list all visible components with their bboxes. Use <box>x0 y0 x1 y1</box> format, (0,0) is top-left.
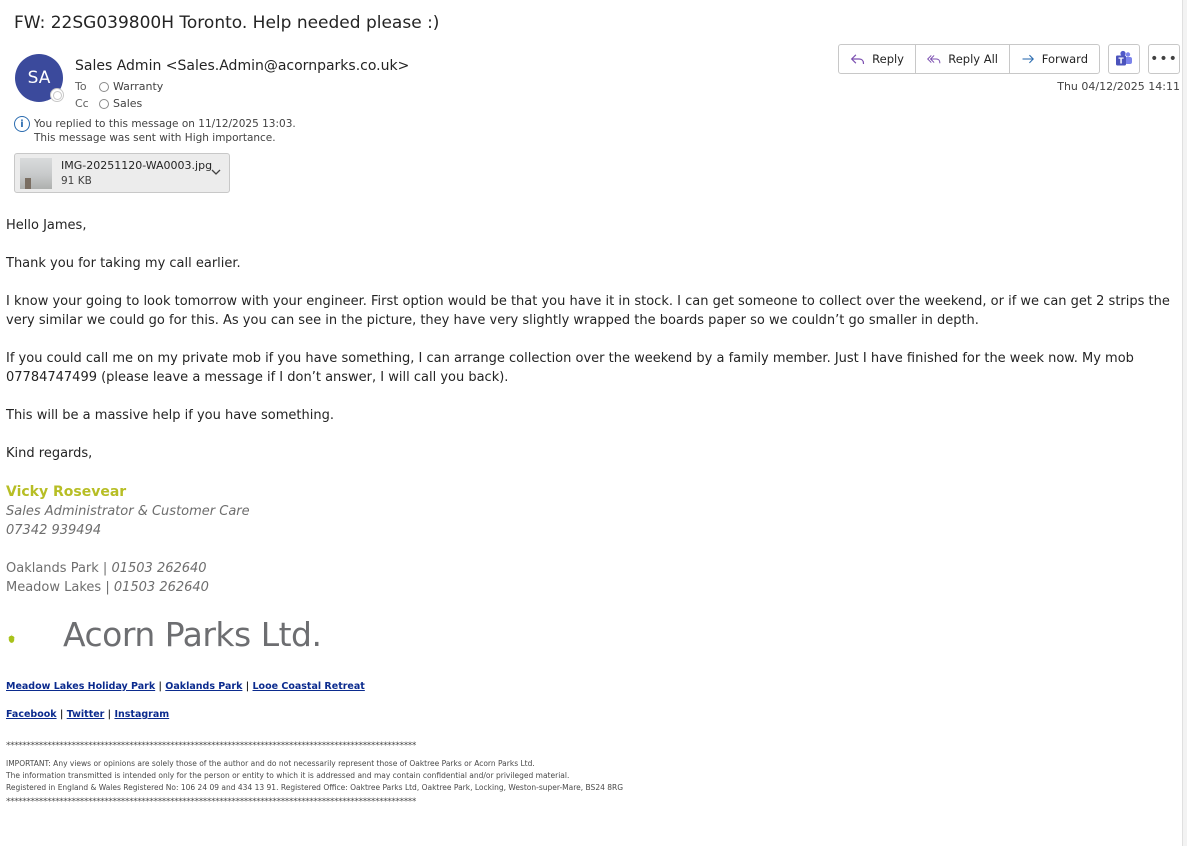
sent-date: Thu 04/12/2025 14:11 <box>1057 80 1180 93</box>
signature-role: Sales Administrator & Customer Care <box>6 504 250 519</box>
reply-label: Reply <box>872 52 904 66</box>
forward-label: Forward <box>1041 52 1088 66</box>
link-instagram[interactable]: Instagram <box>114 709 170 720</box>
recipient-status-icon <box>99 99 109 109</box>
forward-icon <box>1021 51 1035 67</box>
body-paragraph: Thank you for taking my call earlier. <box>6 256 241 271</box>
recipient-status-icon <box>99 82 109 92</box>
signature-phone: 07342 939494 <box>6 523 102 538</box>
sender-address[interactable]: Sales Admin <Sales.Admin@acornparks.co.uk> <box>75 58 410 74</box>
park-links <box>6 681 365 692</box>
body-paragraph: This will be a massive help if you have something. <box>6 408 334 423</box>
to-recipient[interactable]: Warranty <box>113 80 164 93</box>
link-looe-coastal[interactable]: Looe Coastal Retreat <box>252 681 365 692</box>
body-paragraph: I know your going to look tomorrow with your engineer. First option would be that you have it in stock. I can get someone to collect over the weekend, or if we can get 2 strips the very similar we could go for this. As you can see in the picture, they have very slightly wrapped the boards paper so we couldn’t go smaller in depth. <box>6 294 1170 328</box>
disclaimer-line: Registered in England & Wales Registered No: 106 24 09 and 434 13 91. Registered Office: Oaktree Parks Ltd, Oaktree Park, Locking, Weston-super-Mare, BS24 8RG <box>6 783 624 792</box>
company-logo-text: Acorn Parks Ltd. <box>63 615 322 654</box>
scrollbar[interactable] <box>1182 0 1187 846</box>
separator: | <box>242 681 253 692</box>
link-meadow-lakes[interactable]: Meadow Lakes Holiday Park <box>6 681 156 692</box>
park-name: Oaklands Park | <box>6 561 112 576</box>
more-icon: ••• <box>1150 51 1178 67</box>
disclaimer-line: IMPORTANT: Any views or opinions are solely those of the author and do not necessarily represent those of Oaktree Parks or Acorn Parks Ltd. <box>6 759 535 768</box>
park-phone: 01503 262640 <box>111 561 207 576</box>
avatar[interactable]: SA <box>15 54 63 102</box>
teams-button[interactable] <box>1108 44 1140 74</box>
reply-all-label: Reply All <box>948 52 998 66</box>
cc-recipient[interactable]: Sales <box>113 97 143 110</box>
reply-button[interactable] <box>839 45 916 73</box>
separator: | <box>104 709 115 720</box>
attachment-name: IMG-20251120-WA0003.jpg <box>61 159 213 172</box>
link-oaklands-park[interactable]: Oaklands Park <box>165 681 243 692</box>
separator: | <box>155 681 166 692</box>
attachment-size: 91 KB <box>61 175 92 187</box>
signature-park-oaklands <box>6 561 207 576</box>
more-options-button[interactable] <box>1148 44 1180 74</box>
message-actions <box>838 44 1100 74</box>
teams-icon <box>1115 50 1133 68</box>
to-label: To <box>75 80 87 93</box>
attachment-card[interactable] <box>14 153 230 193</box>
message-info <box>34 117 296 145</box>
disclaimer-divider: **************************************************************************************************** <box>6 797 417 807</box>
cc-label: Cc <box>75 97 89 110</box>
link-facebook[interactable]: Facebook <box>6 709 57 720</box>
closing: Kind regards, <box>6 446 93 461</box>
greeting: Hello James, <box>6 218 87 233</box>
chevron-down-icon[interactable] <box>209 165 223 179</box>
to-row <box>75 80 163 93</box>
social-links <box>6 709 169 720</box>
svg-text:T: T <box>1118 56 1124 66</box>
disclaimer-divider: **************************************************************************************************** <box>6 741 417 751</box>
body-paragraph: If you could call me on my private mob if you have something, I can arrange collection over the weekend by a family member. Just I have finished for the week now. My mob 07784747499 (please leave a message if I don’t answer, I will call you back). <box>6 351 1134 385</box>
cc-row <box>75 97 142 110</box>
park-phone: 01503 262640 <box>113 580 209 595</box>
email-body <box>6 216 1182 482</box>
link-twitter[interactable]: Twitter <box>66 709 105 720</box>
email-subject: FW: 22SG039800H Toronto. Help needed please :) <box>14 13 440 33</box>
reply-icon <box>850 51 865 67</box>
signature-name: Vicky Rosevear <box>6 484 127 500</box>
park-name: Meadow Lakes | <box>6 580 114 595</box>
reply-all-icon <box>927 51 941 67</box>
presence-status-icon <box>50 88 64 102</box>
reply-all-button[interactable] <box>916 45 1010 73</box>
replied-info: You replied to this message on 11/12/2025 13:03. <box>34 118 296 130</box>
forward-button[interactable] <box>1010 45 1099 73</box>
signature-park-meadow <box>6 580 209 595</box>
info-icon: i <box>14 116 30 132</box>
separator: | <box>56 709 67 720</box>
importance-info: This message was sent with High importance. <box>34 132 276 144</box>
disclaimer-line: The information transmitted is intended only for the person or entity to which it is addressed and may contain confidential and/or privileged material. <box>6 771 570 780</box>
acorn-logo-icon <box>8 612 58 666</box>
attachment-thumbnail <box>20 158 52 189</box>
